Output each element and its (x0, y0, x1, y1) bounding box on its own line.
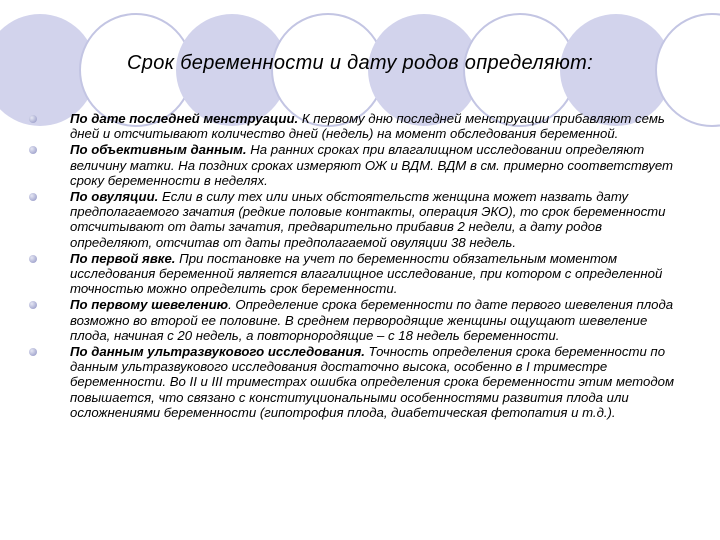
list-item (26, 111, 676, 141)
list-item (26, 142, 676, 188)
item-heading: По дате последней менструации. (70, 111, 299, 126)
bullet-icon (29, 255, 37, 263)
item-text: При постановке на учет по беременности обязательным моментом исследования беременной является влагалищное исследование, при котором с определенной точностью можно определить срок беременности. (70, 250, 663, 297)
bullet-icon (29, 146, 37, 154)
bullet-icon (29, 115, 37, 123)
item-heading: По первой явке. (70, 250, 176, 266)
item-heading: По овуляции. (70, 189, 159, 205)
list-item (26, 297, 676, 343)
slide-title: Срок беременности и дату родов определяют: (127, 52, 593, 74)
item-heading: По объективным данным. (70, 142, 247, 158)
bullet-list (26, 111, 676, 421)
item-text: . Определение срока беременности по дате первого шевеления плода возможно во второй ее половине. В среднем первородящие женщины ощущают шевеление плода, начиная с 20 недель, а повторнородящие – с 18 недель беременности. (70, 297, 674, 343)
item-text: Если в силу тех или иных обстоятельств женщина может назвать дату предполагаемого зачатия (редкие половые контакты, операция ЭКО), то срок беременности отсчитывают от даты зачатия, предварительно прибавив 2 недели, а дату родов определяют, отсчитав от даты предполагаемой овуляции 38 недель. (70, 189, 666, 250)
bullet-icon (29, 301, 37, 309)
item-text: На ранних сроках при влагалищном исследовании определяют величину матки. На поздних сроках измеряют ОЖ и ВДМ. ВДМ в см. примерно соответствует сроку беременности в неделях. (70, 142, 674, 188)
item-heading: По первому шевелению (70, 297, 229, 313)
bullet-icon (29, 348, 37, 356)
bullet-icon (29, 193, 37, 201)
item-text: К первому дню последней менструации прибавляют семь дней и отсчитывают количество дней (недель) на момент обследования беременной. (70, 111, 665, 142)
item-text: Точность определения срока беременности по данным ультразвукового исследования достаточно высока, особенно в I триместре беременности. Во II и III триместрах ошибка определения срока беременности этим методом повышается, что связано с конституциональными особенностями развития плода или осложнениями беременности (гипотрофия плода, диабетическая фетопатия и т.д.). (70, 344, 675, 420)
list-item (26, 344, 676, 420)
list-item (26, 251, 676, 297)
item-heading: По данным ультразвукового исследования. (70, 344, 365, 360)
list-item (26, 189, 676, 250)
